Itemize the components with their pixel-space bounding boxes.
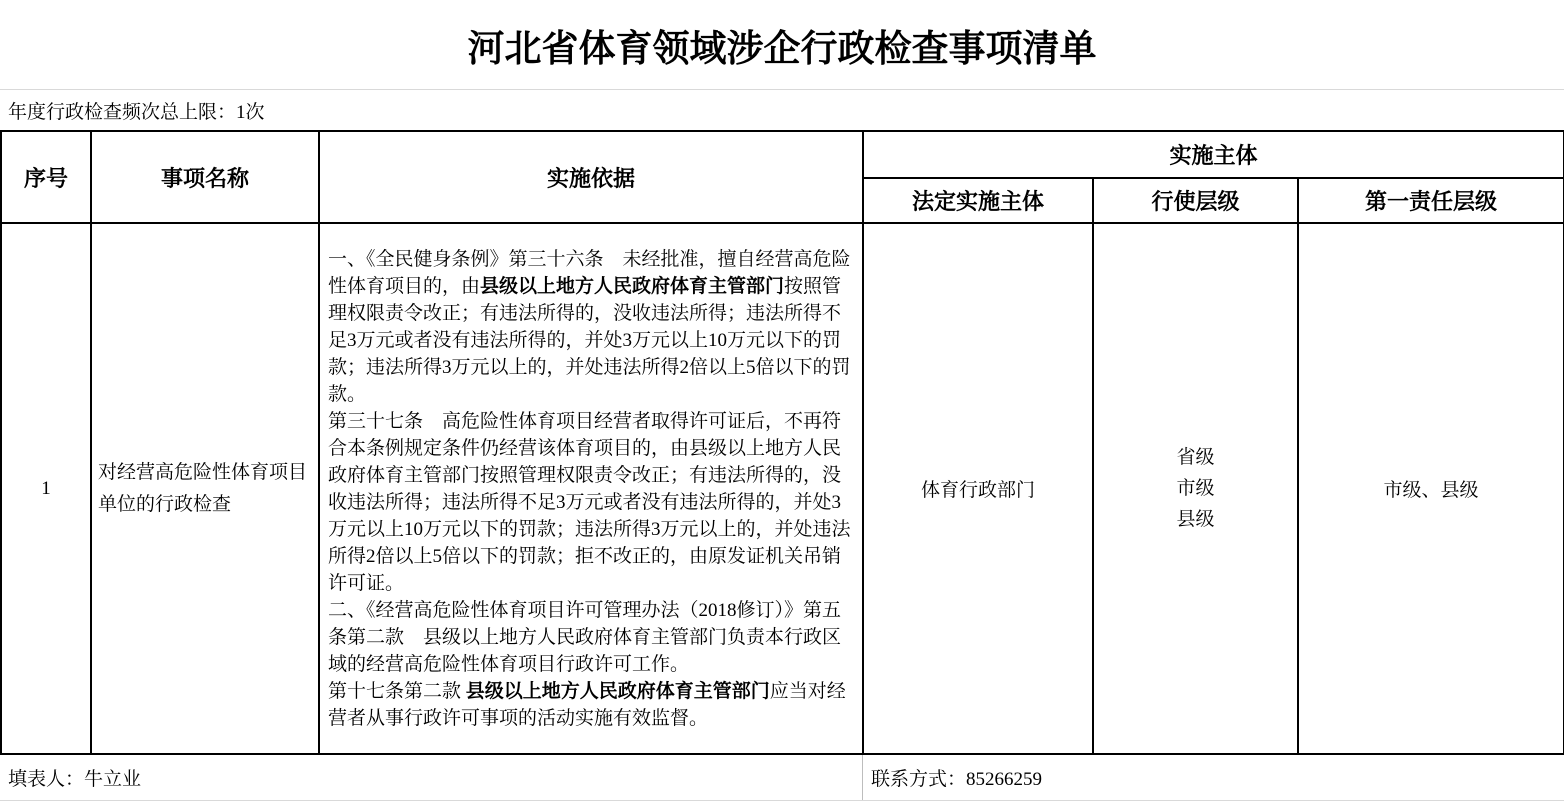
cell-seq: 1 <box>1 223 91 754</box>
header-row-1 <box>1 131 1564 178</box>
header-subject-group: 实施主体 <box>863 131 1564 178</box>
header-legal-subject: 法定实施主体 <box>863 178 1093 223</box>
header-basis: 实施依据 <box>319 131 863 223</box>
cell-basis: 一、《全民健身条例》第三十六条 未经批准，擅自经营高危险性体育项目的，由县级以上地方人民政府体育主管部门按照管理权限责令改正；有违法所得的，没收违法所得；违法所得不足3万元或者没有违法所得的，并处3万元以上10万元以下的罚款；违法所得3万元以上的，并处违法所得2倍以上5倍以下的罚款。 第三十七条 高危险性体育项目经营者取得许可证后，不再符合本条例规定条件仍经营该体育项目的，由县级以上地方人民政府体育主管部门按照管理权限责令改正；有违法所得的，没收违法所得；违法所得不足3万元或者没有违法所得的，并处3万元以上10万元以下的罚款；违法所得3万元以上的，并处违法所得2倍以上5倍以下的罚款；拒不改正的，由原发证机关吊销许可证。 二、《经营高危险性体育项目许可管理办法（2018修订）》第五条第二款 县级以上地方人民政府体育主管部门负责本行政区域的经营高危险性体育项目行政许可工作。 第十七条第二款 县级以上地方人民政府体育主管部门应当对经营者从事行政许可事项的活动实施有效监督。 <box>319 223 863 754</box>
header-item-name: 事项名称 <box>91 131 319 223</box>
header-first-responsibility: 第一责任层级 <box>1298 178 1564 223</box>
cell-first-responsibility: 市级、县级 <box>1298 223 1564 754</box>
table-row <box>1 223 1564 754</box>
cell-item-name: 对经营高危险性体育项目单位的行政检查 <box>91 223 319 754</box>
title-bar <box>0 0 1564 90</box>
footer-row <box>0 755 1564 801</box>
inspection-items-table <box>0 130 1564 755</box>
header-seq: 序号 <box>1 131 91 223</box>
page-title: 河北省体育领域涉企行政检查事项清单 <box>467 28 1097 70</box>
cell-exercise-level: 省级 市级 县级 <box>1093 223 1298 754</box>
table-header <box>1 131 1564 223</box>
header-exercise-level: 行使层级 <box>1093 178 1298 223</box>
cell-legal-subject: 体育行政部门 <box>863 223 1093 754</box>
annual-limit-note: 年度行政检查频次总上限：1次 <box>8 101 265 123</box>
footer-contact: 联系方式：85266259 <box>862 755 1564 800</box>
footer-preparer: 填表人：牛立业 <box>8 769 142 790</box>
